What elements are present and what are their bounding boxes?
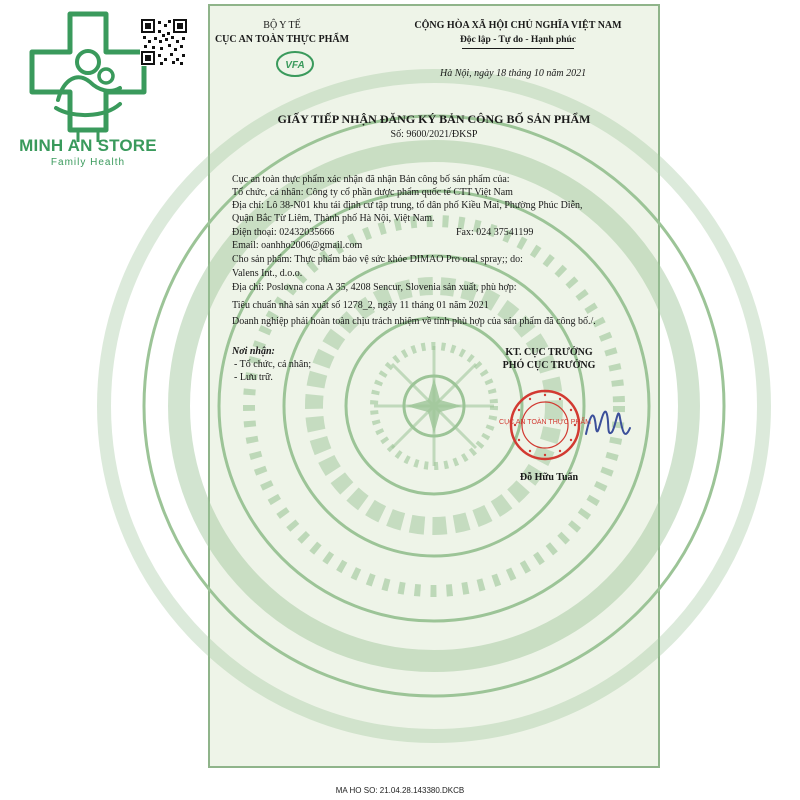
- fax: Fax: 024 37541199: [456, 227, 534, 238]
- dossier-code: MA HO SO: 21.04.28.143380.DKCB: [335, 786, 465, 795]
- store-name: MINH AN STORE: [19, 136, 157, 155]
- motto-underline: [462, 48, 574, 49]
- ministry-name: BỘ Y TẾ: [263, 20, 301, 31]
- recipient-item: - Tổ chức, cá nhân;: [234, 359, 312, 370]
- manufacturer-address: Địa chỉ: Poslovna cona A 35, 4208 Sencur, Slovenia sản xuất, phù hợp:: [232, 282, 517, 293]
- recipients-heading: Nơi nhận:: [232, 346, 275, 357]
- manufacturer: Valens Int., d.o.o.: [232, 268, 303, 279]
- phone: Điện thoại: 02432035666: [232, 227, 335, 238]
- stamp-text: CỤC AN TOÀN THỰC PHẨM: [499, 419, 591, 426]
- republic-name: CỘNG HÒA XÃ HỘI CHỦ NGHĨA VIỆT NAM: [414, 20, 622, 31]
- certificate-document: [208, 4, 660, 768]
- signer-name: Đỗ Hữu Tuấn: [519, 472, 579, 483]
- document-title: GIẤY TIẾP NHẬN ĐĂNG KÝ BẢN CÔNG BỐ SẢN PHẨM: [277, 112, 591, 126]
- signature-title-2: PHÓ CỤC TRƯỞNG: [502, 360, 596, 371]
- place-and-date: Hà Nội, ngày 18 tháng 10 năm 2021: [440, 68, 587, 79]
- signature-title-1: KT. CỤC TRƯỞNG: [505, 347, 593, 358]
- recipient-item: - Lưu trữ.: [234, 372, 273, 383]
- document-number: Số: 9600/2021/ĐKSP: [390, 129, 478, 140]
- intro-text: Cục an toàn thực phẩm xác nhận đã nhận Bản công bố sản phẩm của:: [232, 174, 510, 185]
- handwritten-signature: [580, 398, 636, 450]
- national-motto: Độc lập - Tự do - Hạnh phúc: [459, 35, 577, 45]
- store-tagline: Family Health: [50, 157, 126, 168]
- official-red-stamp: [499, 388, 591, 462]
- email: Email: oanhho2006@gmail.com: [232, 240, 363, 251]
- product: Cho sản phẩm: Thực phẩm bảo vệ sức khỏe DIMAO Pro oral spray;; do:: [232, 254, 523, 265]
- vfa-logo-text: VFA: [285, 60, 305, 71]
- address-line-2: Quận Bắc Từ Liêm, Thành phố Hà Nội, Việt Nam.: [232, 213, 435, 224]
- agency-name: CỤC AN TOÀN THỰC PHẨM: [214, 34, 350, 45]
- address-line-1: Địa chỉ: Lô 38-N01 khu tái định cư tập trung, tổ dân phố Kiều Mai, Phường Phúc Diễn,: [232, 200, 583, 211]
- organization: Tổ chức, cá nhân: Công ty cổ phần dược phẩm quốc tế CTT Việt Nam: [232, 187, 513, 198]
- responsibility-note: Doanh nghiệp phải hoàn toàn chịu trách nhiệm về tính phù hợp của sản phẩm đã công bố./.: [232, 316, 596, 327]
- qr-code: [140, 18, 188, 66]
- vfa-logo: [276, 50, 314, 78]
- minh-an-store-logo: [18, 8, 158, 143]
- standard: Tiêu chuẩn nhà sản xuất số 1278_2, ngày 11 tháng 01 năm 2021: [232, 300, 489, 311]
